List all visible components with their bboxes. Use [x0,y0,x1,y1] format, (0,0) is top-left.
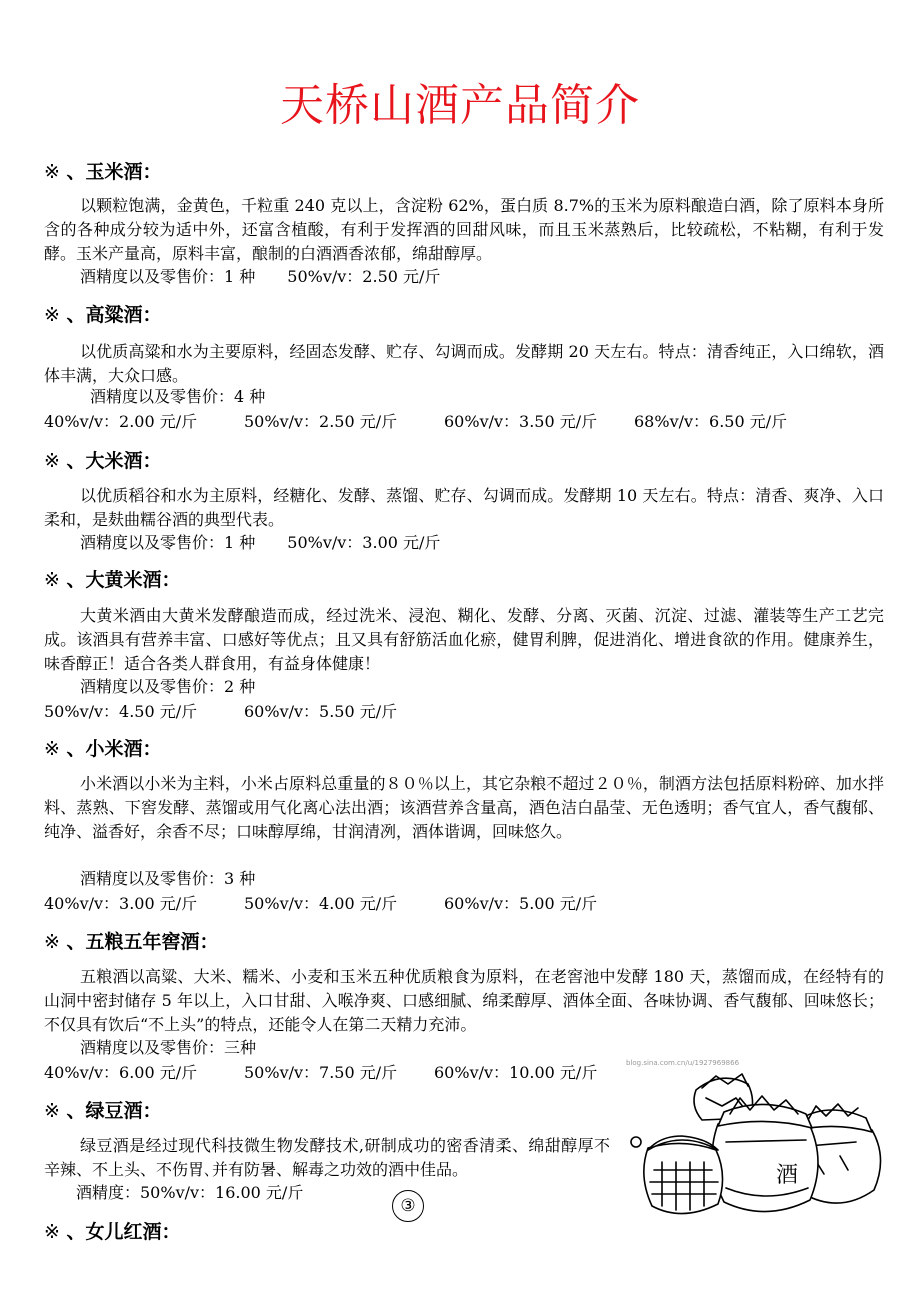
section-desc-five-grain: 五粮酒以高粱、大米、糯米、小麦和玉米五种优质粮食为原料，在老窖池中发酵 180 天，蒸馏而成，在经特有的山洞中密封储存 5 年以上，入口甘甜、入喉净爽、口感细腻、绵柔醇厚、酒体全面、各味协调、香气馥郁、回味悠长；不仅具有饮后“不上头”的特点，还能令人在第二天精力充沛。 [44,967,884,1034]
section-name: 、绿豆酒： [66,1100,162,1122]
section-heading-yellow-millet [44,568,181,592]
section-heading-mung-bean [44,1099,162,1123]
page-number: ③ [392,1190,424,1222]
section-name: 、女儿红酒： [66,1221,181,1243]
price-item: 60%v/v：10.00 元/斤 [434,1063,598,1082]
section-desc-sorghum: 以优质高粱和水为主要原料，经固态发酵、贮存、勾调而成。发酵期 20 天左右。特点：清香纯正，入口绵软，酒体丰满，大众口感。 [44,342,884,385]
price-line-mung-bean: 酒精度：50%v/v：16.00 元/斤 [76,1183,304,1202]
section-name: 、大米酒： [66,450,162,472]
price-item: 60%v/v：5.00 元/斤 [444,894,598,913]
jar-label: 酒 [776,1163,799,1188]
price-line-corn: 酒精度以及零售价：1 种 50%v/v：2.50 元/斤 [80,267,441,286]
section-mark: ※ [44,161,60,183]
price-item: 60%v/v：3.50 元/斤 [444,412,598,431]
price-item: 50%v/v：2.50 元/斤 [244,412,398,431]
price-label-yellow-millet: 酒精度以及零售价：2 种 [80,677,256,696]
section-mark: ※ [44,569,60,591]
section-name: 、五粮五年窖酒： [66,931,219,953]
price-item: 50%v/v：4.00 元/斤 [244,894,398,913]
price-item: 40%v/v：6.00 元/斤 [44,1063,198,1082]
section-mark: ※ [44,304,60,326]
section-name: 、大黄米酒： [66,569,181,591]
section-heading-five-grain [44,930,219,954]
section-heading-corn [44,160,162,184]
section-desc-millet: 小米酒以小米为主料，小米占原料总重量的８０％以上，其它杂粮不超过２０％，制酒方法包括原料粉碎、加水拌料、蒸熟、下窖发酵、蒸馏或用气化离心法出酒；该酒营养含量高，酒色洁白晶莹、无色透明；香气宜人，香气馥郁、纯净、溢香好，余香不尽；口味醇厚绵，甘润清冽，酒体谐调，回味悠久。 [44,774,884,841]
price-item: 40%v/v：2.00 元/斤 [44,412,198,431]
price-label-five-grain: 酒精度以及零售价：三种 [80,1038,257,1057]
section-mark: ※ [44,1100,60,1122]
section-mark: ※ [44,1221,60,1243]
section-desc-mung-bean: 绿豆酒是经过现代科技微生物发酵技术,研制成功的密香清柔、绵甜醇厚不辛辣、不上头、不伤胃､并有防暑、解毒之功效的酒中佳品。 [44,1136,610,1179]
section-name: 、小米酒： [66,738,162,760]
section-desc-corn: 以颗粒饱满，金黄色，千粒重 240 克以上，含淀粉 62%，蛋白质 8.7%的玉米为原料酿造白酒，除了原料本身所含的各种成分较为适中外，还富含植酸，有利于发挥酒的回甜风味，而且玉米蒸熟后，比较疏松，不粘糊，有利于发酵。玉米产量高，原料丰富，酿制的白酒酒香浓郁，绵甜醇厚。 [44,196,884,263]
section-heading-rice [44,449,162,473]
section-name: 、高粱酒： [66,304,162,326]
section-name: 、玉米酒： [66,161,162,183]
section-mark: ※ [44,738,60,760]
price-item: 50%v/v：7.50 元/斤 [244,1063,398,1082]
price-item: 68%v/v：6.50 元/斤 [634,412,788,431]
price-item: 40%v/v：3.00 元/斤 [44,894,198,913]
price-item: 60%v/v：5.50 元/斤 [244,702,398,721]
section-mark: ※ [44,931,60,953]
section-heading-sorghum [44,303,162,327]
jar-left [631,1136,723,1214]
price-label-sorghum: 酒精度以及零售价：4 种 [90,387,266,406]
page-title: 天桥山酒产品简介 [280,80,640,131]
wine-jars-illustration [626,1058,898,1223]
jar-middle [712,1096,818,1212]
section-heading-nuerhong [44,1220,181,1244]
price-label-millet: 酒精度以及零售价：3 种 [80,869,256,888]
price-item: 50%v/v：4.50 元/斤 [44,702,198,721]
section-mark: ※ [44,450,60,472]
section-desc-yellow-millet: 大黄米酒由大黄米发酵酿造而成，经过洗米、浸泡、糊化、发酵、分离、灭菌、沉淀、过滤、灌装等生产工艺完成。该酒具有营养丰富、口感好等优点；且又具有舒筋活血化瘀，健胃利脾，促进消化、增进食欲的作用。健康养生，味香醇正！适合各类人群食用，有益身体健康！ [44,606,884,673]
image-watermark: blog.sina.com.cn/u/1927969866 [626,1059,740,1067]
price-line-rice: 酒精度以及零售价：1 种 50%v/v：3.00 元/斤 [80,533,441,552]
section-heading-millet [44,737,162,761]
section-desc-rice: 以优质稻谷和水为主原料，经糖化、发酵、蒸馏、贮存、勾调而成。发酵期 10 天左右。特点：清香、爽净、入口柔和，是麸曲糯谷酒的典型代表。 [44,486,884,529]
